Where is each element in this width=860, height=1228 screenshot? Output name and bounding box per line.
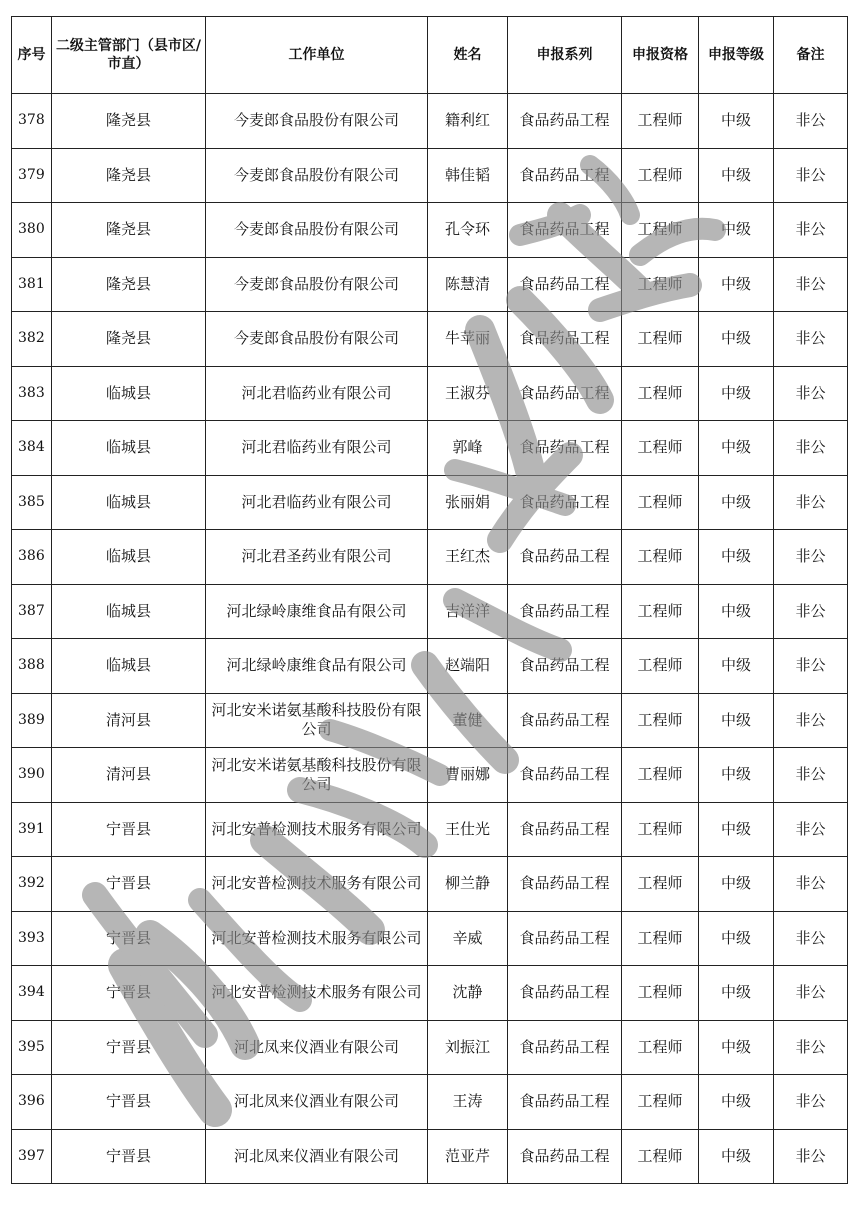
table-cell: 非公 [774,584,848,639]
table-cell: 柳兰静 [428,857,508,912]
table-cell: 宁晋县 [52,1129,206,1184]
table-cell: 非公 [774,94,848,149]
table-cell: 中级 [699,1129,774,1184]
table-cell: 工程师 [622,1075,699,1130]
table-cell: 今麦郎食品股份有限公司 [206,257,428,312]
table-cell: 中级 [699,475,774,530]
table-cell: 386 [12,530,52,585]
table-row [12,693,848,748]
table-row [12,748,848,803]
table-row [12,966,848,1021]
table-cell: 中级 [699,966,774,1021]
table-cell: 工程师 [622,366,699,421]
table-cell: 382 [12,312,52,367]
table-cell: 食品药品工程 [508,148,622,203]
table-cell: 河北绿岭康维食品有限公司 [206,639,428,694]
table-cell: 临城县 [52,366,206,421]
table-cell: 董健 [428,693,508,748]
table-cell: 张丽娟 [428,475,508,530]
table-cell: 非公 [774,639,848,694]
table-cell: 孔令环 [428,203,508,258]
table-cell: 工程师 [622,421,699,476]
table-cell: 397 [12,1129,52,1184]
table-cell: 中级 [699,94,774,149]
table-cell: 385 [12,475,52,530]
table-cell: 临城县 [52,639,206,694]
table-cell: 牛苹丽 [428,312,508,367]
table-cell: 中级 [699,148,774,203]
table-cell: 临城县 [52,584,206,639]
table-cell: 刘振江 [428,1020,508,1075]
table-cell: 河北君临药业有限公司 [206,421,428,476]
header-cell: 申报系列 [508,17,622,94]
table-cell: 食品药品工程 [508,857,622,912]
table-cell: 今麦郎食品股份有限公司 [206,148,428,203]
header-cell: 姓名 [428,17,508,94]
table-row [12,94,848,149]
header-cell: 二级主管部门（县市区/市直） [52,17,206,94]
table-cell: 河北君临药业有限公司 [206,366,428,421]
table-cell: 河北安米诺氨基酸科技股份有限公司 [206,748,428,803]
table-cell: 中级 [699,1075,774,1130]
table-cell: 工程师 [622,584,699,639]
table-cell: 籍利红 [428,94,508,149]
table-cell: 中级 [699,911,774,966]
table-cell: 中级 [699,584,774,639]
table-cell: 非公 [774,148,848,203]
table-cell: 工程师 [622,748,699,803]
table-cell: 宁晋县 [52,1020,206,1075]
table-cell: 非公 [774,530,848,585]
table-cell: 中级 [699,421,774,476]
table-cell: 清河县 [52,693,206,748]
table-row [12,257,848,312]
table-cell: 389 [12,693,52,748]
table-row [12,857,848,912]
table-cell: 378 [12,94,52,149]
table-row [12,421,848,476]
table-cell: 食品药品工程 [508,639,622,694]
table-cell: 王淑芬 [428,366,508,421]
table-cell: 384 [12,421,52,476]
table-cell: 范亚芹 [428,1129,508,1184]
table-cell: 赵端阳 [428,639,508,694]
table-cell: 隆尧县 [52,148,206,203]
table-cell: 工程师 [622,802,699,857]
table-cell: 王红杰 [428,530,508,585]
table-cell: 食品药品工程 [508,312,622,367]
table-cell: 食品药品工程 [508,1129,622,1184]
table-row [12,911,848,966]
table-cell: 宁晋县 [52,802,206,857]
table-cell: 临城县 [52,530,206,585]
table-row [12,802,848,857]
table-cell: 陈慧清 [428,257,508,312]
table-row [12,1020,848,1075]
table-cell: 韩佳韬 [428,148,508,203]
table-row [12,148,848,203]
table-cell: 食品药品工程 [508,475,622,530]
table-cell: 工程师 [622,530,699,585]
table-cell: 395 [12,1020,52,1075]
header-cell: 工作单位 [206,17,428,94]
table-cell: 沈静 [428,966,508,1021]
table-cell: 食品药品工程 [508,911,622,966]
table-cell: 非公 [774,966,848,1021]
table-cell: 中级 [699,857,774,912]
table-cell: 非公 [774,1129,848,1184]
table-cell: 食品药品工程 [508,257,622,312]
table-cell: 食品药品工程 [508,530,622,585]
table-cell: 工程师 [622,312,699,367]
table-cell: 390 [12,748,52,803]
table-cell: 河北绿岭康维食品有限公司 [206,584,428,639]
table-cell: 工程师 [622,693,699,748]
table-cell: 食品药品工程 [508,421,622,476]
table-cell: 隆尧县 [52,312,206,367]
table-cell: 食品药品工程 [508,693,622,748]
table-cell: 工程师 [622,257,699,312]
table-cell: 中级 [699,257,774,312]
table-row [12,1129,848,1184]
table-cell: 非公 [774,312,848,367]
table-cell: 工程师 [622,639,699,694]
table-cell: 非公 [774,748,848,803]
table-cell: 河北君临药业有限公司 [206,475,428,530]
table-cell: 河北凤来仪酒业有限公司 [206,1129,428,1184]
table-cell: 宁晋县 [52,966,206,1021]
table-cell: 河北凤来仪酒业有限公司 [206,1075,428,1130]
table-cell: 河北安米诺氨基酸科技股份有限公司 [206,693,428,748]
header-row [12,17,848,94]
table-cell: 工程师 [622,966,699,1021]
table-cell: 食品药品工程 [508,203,622,258]
table-cell: 非公 [774,802,848,857]
table-cell: 中级 [699,639,774,694]
table-cell: 王仕光 [428,802,508,857]
table-cell: 河北凤来仪酒业有限公司 [206,1020,428,1075]
table-cell: 388 [12,639,52,694]
table-cell: 中级 [699,366,774,421]
table-cell: 380 [12,203,52,258]
table-cell: 临城县 [52,475,206,530]
table-cell: 王涛 [428,1075,508,1130]
table-cell: 河北安普检测技术服务有限公司 [206,966,428,1021]
header-cell: 申报等级 [699,17,774,94]
table-cell: 工程师 [622,857,699,912]
table-cell: 吉洋洋 [428,584,508,639]
table-cell: 工程师 [622,148,699,203]
table-cell: 非公 [774,1075,848,1130]
table-cell: 今麦郎食品股份有限公司 [206,312,428,367]
table-cell: 食品药品工程 [508,584,622,639]
table-cell: 中级 [699,530,774,585]
table-cell: 392 [12,857,52,912]
table-cell: 工程师 [622,475,699,530]
table-cell: 非公 [774,911,848,966]
table-cell: 中级 [699,748,774,803]
table-cell: 隆尧县 [52,257,206,312]
table-cell: 非公 [774,257,848,312]
table-cell: 食品药品工程 [508,94,622,149]
table-cell: 今麦郎食品股份有限公司 [206,203,428,258]
table-row [12,203,848,258]
table-cell: 中级 [699,802,774,857]
table-cell: 工程师 [622,1129,699,1184]
table-cell: 中级 [699,203,774,258]
table-cell: 河北君圣药业有限公司 [206,530,428,585]
table-row [12,1075,848,1130]
table-cell: 非公 [774,203,848,258]
table-cell: 383 [12,366,52,421]
table-cell: 381 [12,257,52,312]
table-cell: 391 [12,802,52,857]
table-cell: 食品药品工程 [508,802,622,857]
table-cell: 清河县 [52,748,206,803]
table-row [12,530,848,585]
table-row [12,312,848,367]
table-cell: 隆尧县 [52,94,206,149]
table-cell: 食品药品工程 [508,966,622,1021]
table-cell: 食品药品工程 [508,366,622,421]
table-row [12,366,848,421]
table-cell: 工程师 [622,1020,699,1075]
table-cell: 食品药品工程 [508,748,622,803]
table-cell: 隆尧县 [52,203,206,258]
table-cell: 食品药品工程 [508,1075,622,1130]
table-cell: 曹丽娜 [428,748,508,803]
applicant-table [11,16,848,1184]
table-row [12,584,848,639]
table-cell: 辛威 [428,911,508,966]
table-cell: 379 [12,148,52,203]
table-cell: 中级 [699,312,774,367]
table-cell: 临城县 [52,421,206,476]
table-cell: 非公 [774,475,848,530]
table-cell: 宁晋县 [52,857,206,912]
table-cell: 工程师 [622,94,699,149]
table-body [12,94,848,1184]
table-cell: 工程师 [622,911,699,966]
table-row [12,475,848,530]
table-cell: 宁晋县 [52,1075,206,1130]
header-cell: 备注 [774,17,848,94]
table-cell: 中级 [699,693,774,748]
table-cell: 非公 [774,366,848,421]
table-cell: 今麦郎食品股份有限公司 [206,94,428,149]
table-cell: 非公 [774,421,848,476]
table-cell: 非公 [774,693,848,748]
table-cell: 中级 [699,1020,774,1075]
table-cell: 工程师 [622,203,699,258]
table-row [12,639,848,694]
table-cell: 郭峰 [428,421,508,476]
table-cell: 393 [12,911,52,966]
table-cell: 河北安普检测技术服务有限公司 [206,911,428,966]
table-cell: 宁晋县 [52,911,206,966]
header-cell: 序号 [12,17,52,94]
table-cell: 387 [12,584,52,639]
table-cell: 非公 [774,1020,848,1075]
table-cell: 河北安普检测技术服务有限公司 [206,857,428,912]
table-cell: 河北安普检测技术服务有限公司 [206,802,428,857]
table-cell: 食品药品工程 [508,1020,622,1075]
roster-sheet [11,16,848,1184]
table-cell: 非公 [774,857,848,912]
table-cell: 394 [12,966,52,1021]
header-cell: 申报资格 [622,17,699,94]
table-cell: 396 [12,1075,52,1130]
